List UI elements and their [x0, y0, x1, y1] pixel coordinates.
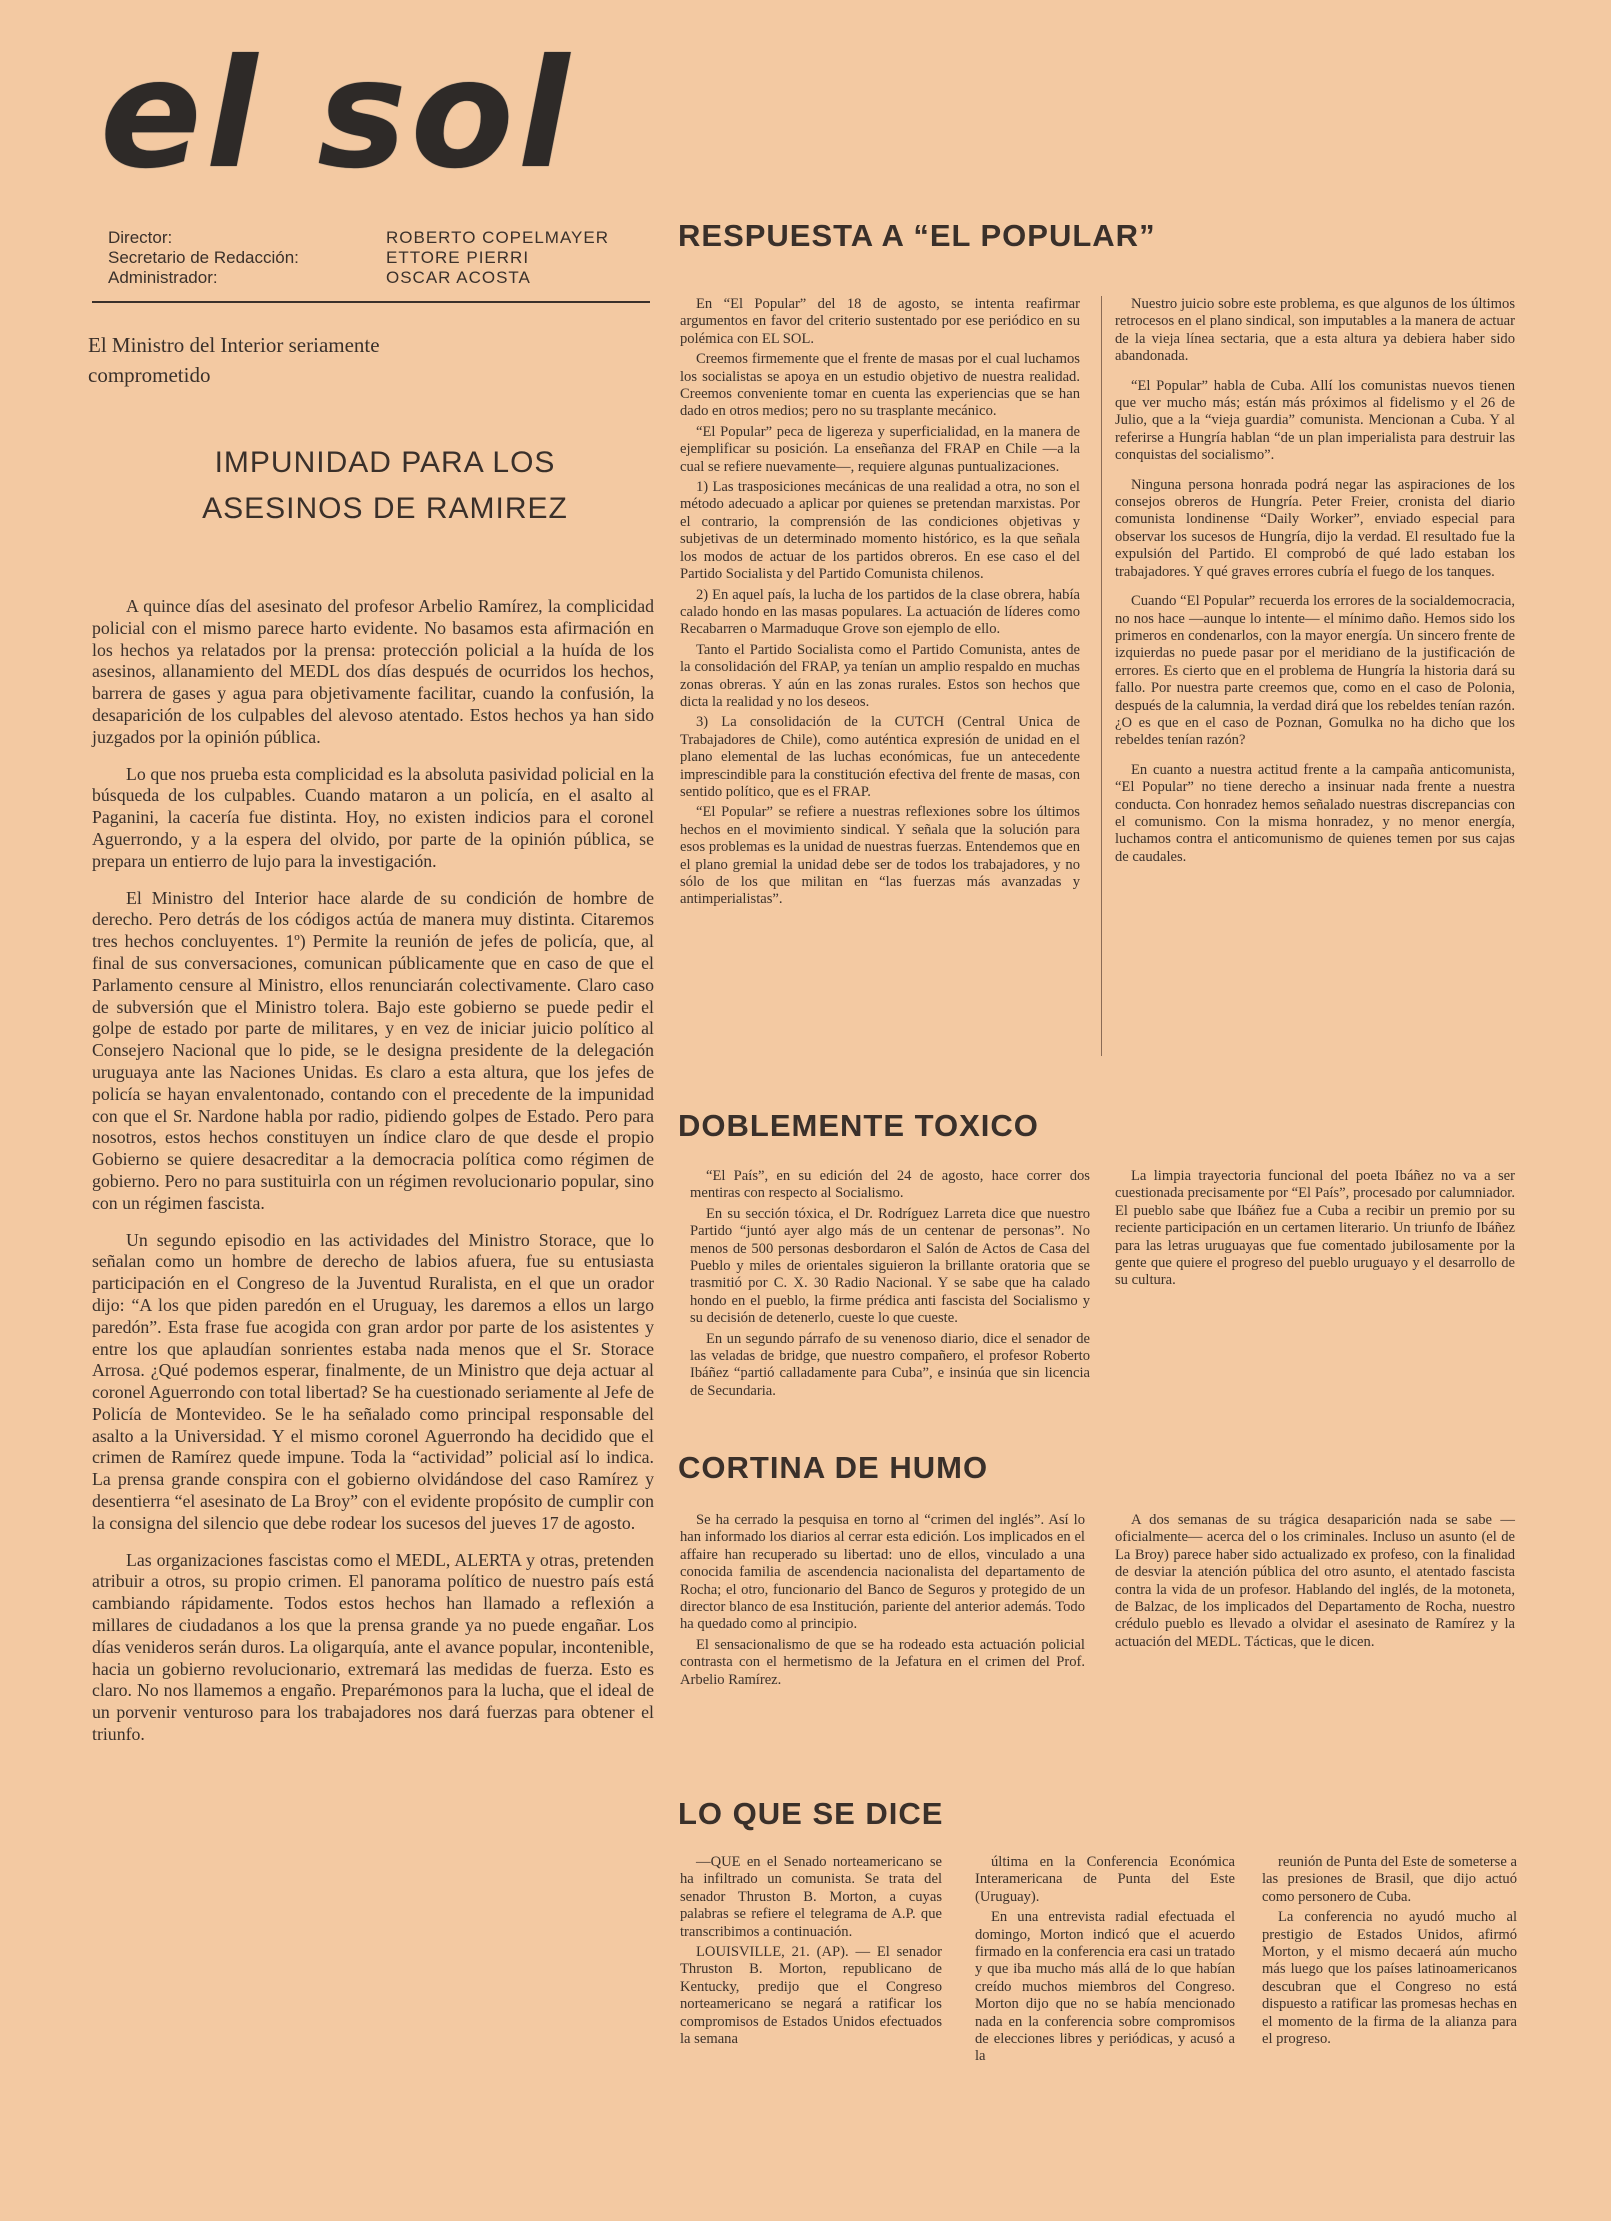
paragraph: En cuanto a nuestra actitud frente a la campaña anticomunista, “El Popular” no tiene derecho a insinuar nada frente a nuestra conducta. Con honradez hemos señalado nuestras discrepancias con el comunismo. Con la misma honradez, y no menor energía, luchamos contra el anticomunismo de quienes temen por sus cajas de caudales.: [1115, 761, 1515, 865]
toxico-column-1: [690, 1168, 1090, 1403]
paragraph: LOUISVILLE, 21. (AP). — El senador Thruston B. Morton, republicano de Kentucky, predijo que el Congreso norteamericano se negará a ratificar los compromisos de Estados Unidos efectuados la semana: [680, 1944, 942, 2048]
paragraph: Cuando “El Popular” recuerda los errores de la socialdemocracia, no nos hace —aunque lo intente— el mínimo daño. Hemos sido los primeros en condenarlos, con la mayor energía. Un sincero frente de izquierdas no puede pasar por el meridiano de la justificación de errores. Es cierto que en el problema de Hungría la historia dará su fallo. Por nuestra parte creemos que, como en el caso de Polonia, después de la calumnia, la verdad dirá que los rebeldes tenían razón. ¿O es que en el caso de Poznan, Gomulka no ha dicho que los rebeldes tenían razón?: [1115, 593, 1515, 749]
lead-kicker: El Ministro del Interior seriamente comprometido: [88, 333, 380, 387]
staff-box: [108, 228, 609, 288]
paragraph: Lo que nos prueba esta complicidad es la absoluta pasividad policial en la búsqueda de los culpables. Cuando mataron a un policía, en el asalto al Paganini, la cacería fue distinta. Hoy, no existen indicios para el coronel Aguerrondo, y a la espera del olvido, por parte de la opinión pública, se prepara un entierro de lujo para la investigación.: [92, 763, 654, 871]
paragraph: “El Popular” habla de Cuba. Allí los comunistas nuevos tienen que ver mucho más; están más próximos al fidelismo y el 26 de Julio, que a la “vieja guardia” comunista. Mencionan a Cuba. Y al referirse a Hungría hablan “de un plan imperialista para destruir las conquistas del socialismo”.: [1115, 377, 1515, 464]
paragraph: Se ha cerrado la pesquisa en torno al “crimen del inglés”. Así lo han informado los diarios al cerrar esta edición. Los implicados en el affaire han recuperado su libertad: uno de ellos, vinculado a una conocida familia de ascendencia nacionalista del departamento de Rocha; el otro, funcionario del Banco de Seguros y protegido de un director blanco de esa Institución, pariente del anterior además. Todo ha quedado como al principio.: [680, 1512, 1085, 1633]
paragraph: última en la Conferencia Económica Interamericana de Punta del Este (Uruguay).: [975, 1854, 1235, 1905]
paragraph: reunión de Punta del Este de someterse a las presiones de Brasil, que dijo actuó como personero de Cuba.: [1262, 1854, 1517, 1905]
staff-row: [108, 248, 609, 268]
staff-name: OSCAR ACOSTA: [386, 268, 531, 287]
paragraph: En su sección tóxica, el Dr. Rodríguez Larreta dice que nuestro Partido “juntó ayer algo más de un centenar de personas”. No menos de 500 personas desbordaron el Salón de Actos de Casa del Pueblo y miles de orientales siguieron la brillante oratoria que se trasmitió por C. X. 30 Radio Nacional. Y se sabe que ha calado hondo en el pueblo, la firme prédica anti fascista del Socialismo y su decisión de detenerlo, cueste lo que cueste.: [690, 1205, 1090, 1327]
lead-headline: IMPUNIDAD PARA LOS ASESINOS DE RAMIREZ: [202, 446, 568, 525]
paragraph: En “El Popular” del 18 de agosto, se intenta reafirmar argumentos en favor del criterio sustentado por ese periódico en su polémica con EL SOL.: [680, 296, 1080, 347]
toxico-column-2: [1115, 1168, 1515, 1293]
paragraph: Tanto el Partido Socialista como el Partido Comunista, antes de la consolidación del FRAP, ya tenían un amplio respaldo en muchas zonas obreras. Y aún en las zonas rurales. Estos son hechos que dicta la realidad y no los deseos.: [680, 641, 1080, 710]
paragraph: 3) La consolidación de la CUTCH (Central Unica de Trabajadores de Chile), como auténtica expresión de unidad en el plano elemental de las luchas económicas, fue un antecedente imprescindible para la constitución efectiva del frente de masas, con sentido político, que es el FRAP.: [680, 714, 1080, 800]
staff-name: ETTORE PIERRI: [386, 248, 530, 267]
paragraph: A dos semanas de su trágica desaparición nada se sabe —oficialmente— acerca del o los criminales. Incluso un asunto (el de La Broy) parece haber sido actualizado ex profeso, con la finalidad de desviar la atención pública del otro asunto, el atentado fascista contra la vida de un profesor. Hablando del inglés, de la motoneta, de Balzac, de los implicados del Departamento de Rocha, nuestro crédulo pueblo es llevado a olvidar el asesinato de Ramírez y la actuación del MEDL. Tácticas, que le dicen.: [1115, 1512, 1515, 1650]
staff-row: [108, 228, 609, 248]
paragraph: 2) En aquel país, la lucha de los partidos de la clase obrera, había calado hondo en las masas populares. La actuación de líderes como Recabarren o Marmaduque Grove son ejemplo de ello.: [680, 586, 1080, 638]
lead-article-body: [92, 596, 654, 1761]
dice-column-3: [1262, 1854, 1517, 2051]
paragraph: En un segundo párrafo de su venenoso diario, dice el senador de las veladas de bridge, que nuestro compañero, el profesor Roberto Ibáñez “partió calladamente para Cuba”, e insinúa que sin licencia de Secundaria.: [690, 1330, 1090, 1399]
paragraph: —QUE en el Senado norteamericano se ha infiltrado un comunista. Se trata del senador Thruston B. Morton, a cuyas palabras se refiere el telegrama de A.P. que transcribimos a continuación.: [680, 1854, 942, 1940]
respuesta-column-2: [1115, 296, 1515, 869]
dice-headline: LO QUE SE DICE: [678, 1796, 944, 1831]
humo-headline: CORTINA DE HUMO: [678, 1450, 989, 1485]
humo-column-1: [680, 1512, 1085, 1692]
staff-role: Director:: [108, 228, 173, 247]
staff-row: [108, 268, 609, 288]
toxico-headline: DOBLEMENTE TOXICO: [678, 1108, 1039, 1143]
paragraph: Creemos firmemente que el frente de masas por el cual luchamos los socialistas se apoya en un estudio objetivo de nuestra realidad. Creemos conveniente tomar en cuenta las experiencias que se han dado en otros medios; pero no su trasplante mecánico.: [680, 351, 1080, 420]
humo-column-2: [1115, 1512, 1515, 1654]
respuesta-column-1: [680, 296, 1080, 912]
staff-role: Administrador:: [108, 268, 218, 287]
paragraph: Ninguna persona honrada podrá negar las aspiraciones de los consejos obreros de Hungría. Peter Freier, cronista del diario comunista londinense “Daily Worker”, enviado especial para observar los sucesos de Hungría, dijo la verdad. El resultado fue la expulsión del Partido. El comprobó de qué lado estaban los trabajadores. Y qué graves errores cubría el fuego de los tanques.: [1115, 476, 1515, 580]
dice-column-1: [680, 1854, 942, 2051]
paragraph: Un segundo episodio en las actividades del Ministro Storace, que lo señalan como un hombre de derecho de labios afuera, fue su entusiasta participación en el Congreso de la Juventud Ruralista, en el que un orador dijo: “A los que piden paredón en el Uruguay, les daremos a ellos un largo paredón”. Esta frase fue acogida con gran ardor por parte de los asistentes y entre los que aplaudían sonrientes estaba nada menos que el Sr. Storace Arrosa. ¿Qué podemos esperar, finalmente, de un Ministro que deja actuar al coronel Aguerrondo con total libertad? Se ha cuestionado seriamente al Jefe de Policía de Montevideo. Se le ha señalado como principal responsable del asalto a la Universidad. Y el mismo coronel Aguerrondo ha decidido que el crimen de Ramírez quede impune. Toda la “actividad” policial así lo indica. La prensa grande conspira con el gobierno olvidándose del caso Ramírez y desentierra “el asesinato de La Broy” con el evidente propósito de cumplir con la consigna del silencio que debe rodear los sucesos del jueves 17 de agosto.: [92, 1229, 654, 1533]
staff-role: Secretario de Redacción:: [108, 248, 299, 267]
paragraph: Las organizaciones fascistas como el MEDL, ALERTA y otras, pretenden atribuir a otros, su propio crimen. El panorama político de nuestro país está cambiando rápidamente. Todos estos hechos han llamado a reflexión a millares de ciudadanos a los que la prensa grande ya no puede engañar. Los días venideros serán duros. La oligarquía, ante el avance popular, incontenible, hacia un gobierno revolucionario, extremará las medidas de fuerza. Esto es claro. No nos llamemos a engaño. Preparémonos para la lucha, que el ideal de un porvenir venturoso para los trabajadores nos dará fuerzas para obtener el triunfo.: [92, 1549, 654, 1745]
paragraph: “El Popular” se refiere a nuestras reflexiones sobre los últimos hechos en el movimiento sindical. Y señala que la solución para esos problemas es la unidad de nuestras fuerzas. Entendemos que en el plano gremial la unidad debe ser de todos los trabajadores, y no sólo de los que militan en “las fuerzas más avanzadas y antimperialistas”.: [680, 804, 1080, 908]
respuesta-headline: RESPUESTA A “EL POPULAR”: [678, 218, 1156, 253]
paragraph: La limpia trayectoria funcional del poeta Ibáñez no va a ser cuestionada precisamente por “El País”, procesado por calumniador. El pueblo sabe que Ibáñez fue a Cuba a recibir un premio por su reciente participación en un certamen literario. Un triunfo de Ibáñez para las letras uruguayas que fue comentado jubilosamente por la gente que quiere el progreso del pueblo uruguayo y el desarrollo de su cultura.: [1115, 1168, 1515, 1289]
column-rule: [1101, 296, 1102, 1056]
staff-name: ROBERTO COPELMAYER: [386, 228, 609, 247]
paragraph: “El País”, en su edición del 24 de agosto, hace correr dos mentiras con respecto al Socialismo.: [690, 1168, 1090, 1202]
paragraph: 1) Las trasposiciones mecánicas de una realidad a otra, no son el método adecuado a aplicar por quienes se pretendan marxistas. Por el contrario, la comprensión de las condiciones objetivas y subjetivas de un determinado momento histórico, es la que señala los modos de actuar de los partidos obreros. En ese caso el del Partido Socialista y del Partido Comunista chilenos.: [680, 479, 1080, 583]
paragraph: El Ministro del Interior hace alarde de su condición de hombre de derecho. Pero detrás de los códigos actúa de manera muy distinta. Citaremos tres hechos concluyentes. 1º) Permite la reunión de jefes de policía, que, al final de sus conversaciones, comunican públicamente que en caso de que el Parlamento censure al Ministro, ellos renunciarán colectivamente. Claro caso de subversión que el Ministro tolera. Bajo este gobierno se puede pedir el golpe de estado por parte de militares, y en vez de iniciar juicio político al Consejero Nacional que lo pide, se le designa presidente de la delegación uruguaya ante las Naciones Unidas. Es claro a esta altura, que los jefes de policía se hayan envalentonado, contando con el precedente de la impunidad con que el Sr. Nardone habla por radio, pidiendo golpes de Estado. Pero para nosotros, estos hechos constituyen un índice claro de que desde el propio Gobierno se quiere desacreditar a la democracia política como régimen de gobierno. Pero no para sustituirla con un régimen revolucionario popular, sino con un régimen fascista.: [92, 887, 654, 1213]
paragraph: En una entrevista radial efectuada el domingo, Morton indicó que el acuerdo firmado en la conferencia era casi un tratado y que iba mucho más allá de lo que habían creído muchos miembros del Congreso. Morton dijo que no se había mencionado nada en la conferencia sobre compromisos de elecciones libres y periódicas, y acusó a la: [975, 1909, 1235, 2065]
paragraph: Nuestro juicio sobre este problema, es que algunos de los últimos retrocesos en el plano sindical, son imputables a la manera de actuar de la vieja línea sectaria, que a esta altura ya debiera haber sido abandonada.: [1115, 296, 1515, 365]
masthead-divider: [92, 301, 650, 303]
masthead-title: el sol: [100, 28, 574, 202]
paragraph: “El Popular” peca de ligereza y superficialidad, en la manera de ejemplificar su posición. La enseñanza del FRAP en Chile —a la cual se refiere nuevamente—, requiere algunas puntualizaciones.: [680, 423, 1080, 475]
paragraph: La conferencia no ayudó mucho al prestigio de Estados Unidos, afirmó Morton, y el mismo decaerá aún mucho más luego que los países latinoamericanos descubran que el Congreso no está dispuesto a ratificar las promesas hechas en el momento de la firma de la alianza para el progreso.: [1262, 1909, 1517, 2048]
paragraph: El sensacionalismo de que se ha rodeado esta actuación policial contrasta con el hermetismo de la Jefatura en el crimen del Prof. Arbelio Ramírez.: [680, 1636, 1085, 1688]
paragraph: A quince días del asesinato del profesor Arbelio Ramírez, la complicidad policial con el mismo parece harto evidente. No basamos esta afirmación en los hechos ya relatados por la prensa: protección policial a la huída de los asesinos, allanamiento del MEDL dos días después de ocurridos los hechos, barrera de gases y agua para objetivamente facilitar, cuando la confusión, la desaparición de los culpables del alevoso atentado. Estos hechos ya han sido juzgados por la opinión pública.: [92, 596, 654, 747]
dice-column-2: [975, 1854, 1235, 2069]
